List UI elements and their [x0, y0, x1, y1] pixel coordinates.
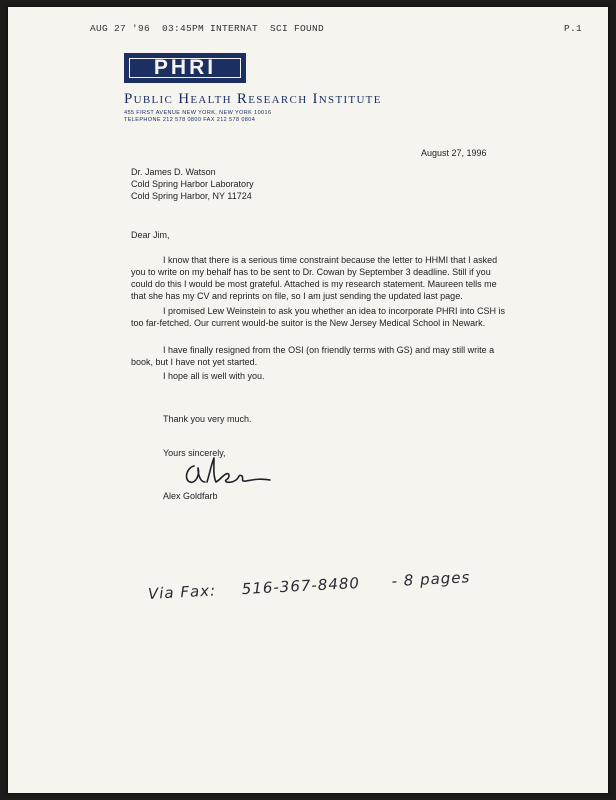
recipient-name: Dr. James D. Watson — [131, 167, 216, 177]
closing-line: Yours sincerely, — [163, 448, 226, 458]
fax-header-info: AUG 27 '96 03:45PM INTERNAT SCI FOUND — [90, 23, 325, 34]
paragraph-2: I promised Lew Weinstein to ask you whether an idea to incorporate PHRI into CSH is too far-fetched. Our current would-be suitor is the New Jersey Medical School in Newark. — [131, 306, 505, 328]
recipient-org: Cold Spring Harbor Laboratory — [131, 179, 254, 189]
letter-page — [8, 7, 608, 793]
recipient-city: Cold Spring Harbor, NY 11724 — [131, 191, 252, 201]
thanks-line: Thank you very much. — [163, 414, 252, 424]
fax-note-number: 516-367-8480 — [241, 573, 361, 599]
logo-text: PHRI — [129, 58, 241, 78]
signer-name: Alex Goldfarb — [163, 491, 218, 501]
handwritten-signature — [180, 454, 276, 490]
institute-phone: TELEPHONE 212 578 0800 FAX 212 578 0804 — [124, 117, 256, 123]
hope-line: I hope all is well with you. — [163, 371, 265, 381]
fax-page-number: P.1 — [563, 23, 582, 34]
institute-name: Public Health Research Institute — [124, 91, 382, 107]
institute-address-block — [124, 110, 271, 124]
recipient-address — [131, 166, 254, 202]
salutation: Dear Jim, — [131, 230, 170, 240]
institute-address: 455 FIRST AVENUE NEW YORK, NEW YORK 10016 — [124, 110, 272, 116]
phri-logo — [124, 53, 246, 83]
paragraph-1: I know that there is a serious time constraint because the letter to HHMI that I asked you to write on my behalf has to be sent to Dr. Cowan by September 3 deadline. Still if you could do this I would be most grateful. Attached is my research statement. Maureen tells me that she has my CV and reprints on file, so I am just sending the updated last page. — [131, 255, 498, 301]
handwritten-fax-note — [148, 568, 471, 603]
letter-date: August 27, 1996 — [421, 148, 487, 158]
fax-note-label: Via Fax: — [147, 581, 217, 603]
fax-note-pages: - 8 pages — [391, 568, 471, 591]
paragraph-3: I have finally resigned from the OSI (on friendly terms with GS) and may still write a book, but I have not yet started. — [131, 345, 495, 367]
